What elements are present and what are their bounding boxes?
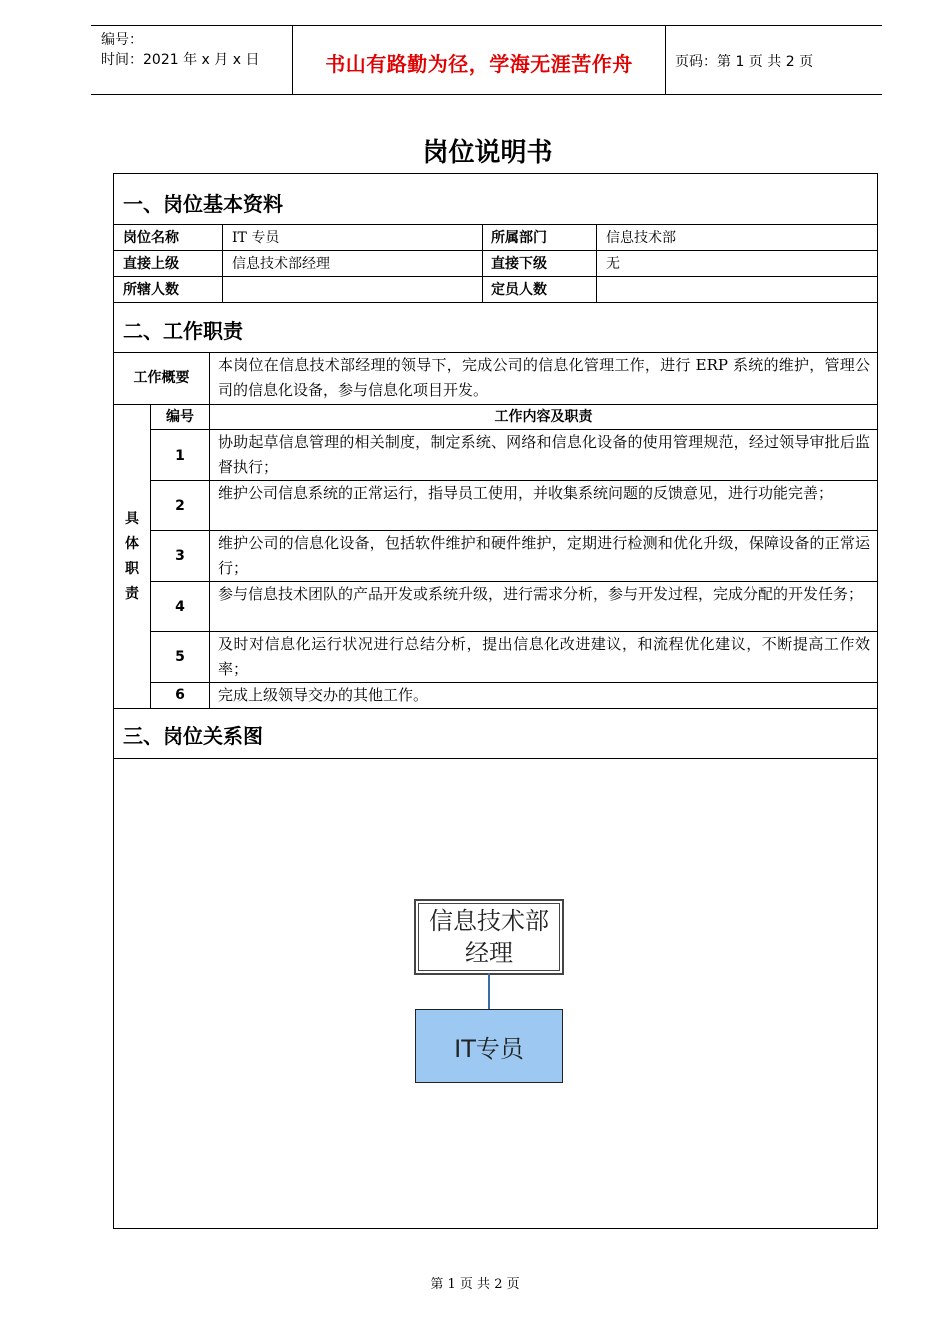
divider (596, 224, 597, 302)
duty-text: 协助起草信息管理的相关制度，制定系统、网络和信息化设备的使用管理规范，经过领导审批后监督执行； (218, 433, 870, 476)
value-position-name: IT 专员 (232, 230, 280, 246)
org-node-manager (414, 899, 564, 975)
label-department: 所属部门 (491, 230, 547, 246)
side-label-char: 具 (125, 511, 139, 527)
divider (209, 352, 210, 404)
divider (114, 224, 877, 225)
side-label-char: 责 (125, 586, 139, 602)
label-direct-subordinate: 直接下级 (491, 256, 547, 272)
duty-number: 5 (175, 649, 185, 665)
time-label: 时间：2021 年 x 月 x 日 (101, 52, 260, 68)
column-header-content: 工作内容及职责 (494, 409, 593, 425)
duty-number: 4 (175, 599, 185, 615)
header-divider (665, 26, 666, 94)
divider (222, 224, 223, 302)
side-label-duties (125, 507, 141, 607)
duty-text: 维护公司信息系统的正常运行，指导员工使用，并收集系统问题的反馈意见，进行功能完善； (218, 484, 834, 502)
job-description-form (113, 173, 878, 1229)
header-motto: 书山有路勤为径，学海无涯苦作舟 (325, 52, 633, 76)
page-footer: 第 1 页 共 2 页 (430, 1277, 520, 1292)
divider (114, 250, 877, 251)
header-page-info: 页码：第 1 页 共 2 页 (675, 54, 814, 70)
value-direct-subordinate: 无 (606, 256, 620, 272)
duty-number: 3 (175, 548, 185, 564)
org-connector-line (488, 973, 490, 1009)
side-label-char: 体 (125, 536, 139, 552)
divider (209, 404, 210, 708)
number-label: 编号： (101, 32, 143, 48)
value-direct-superior: 信息技术部经理 (232, 256, 330, 272)
label-staffing-quota: 定员人数 (491, 282, 547, 298)
org-node-manager-line: 信息技术部 (429, 907, 549, 935)
side-label-char: 职 (125, 561, 139, 577)
section2-heading: 二、工作职责 (123, 319, 243, 343)
work-summary: 本岗位在信息技术部经理的领导下，完成公司的信息化管理工作，进行 ERP 系统的维护，管理公司的信息化设备，参与信息化项目开发。 (218, 356, 870, 399)
document-title: 岗位说明书 (422, 138, 553, 168)
divider (114, 708, 877, 709)
org-node-it-specialist: IT专员 (415, 1009, 563, 1083)
duty-number: 2 (175, 498, 185, 514)
org-node-manager-line: 经理 (465, 939, 513, 967)
label-headcount-managed: 所辖人数 (123, 282, 179, 298)
label-summary: 工作概要 (133, 370, 190, 386)
duty-text: 完成上级领导交办的其他工作。 (218, 686, 429, 704)
page-header (91, 25, 882, 95)
duty-text: 维护公司的信息化设备，包括软件维护和硬件维护，定期进行检测和优化升级，保障设备的正常运行； (218, 534, 870, 577)
value-department: 信息技术部 (606, 230, 676, 246)
label-direct-superior: 直接上级 (123, 256, 179, 272)
column-header-number: 编号 (166, 409, 194, 425)
divider (114, 276, 877, 277)
divider (114, 302, 877, 303)
duty-number: 6 (175, 687, 185, 703)
duty-text: 及时对信息化运行状况进行总结分析，提出信息化改进建议，和流程优化建议，不断提高工作效率； (218, 635, 870, 678)
divider (114, 758, 877, 759)
divider (482, 224, 483, 302)
section3-heading: 三、岗位关系图 (123, 724, 263, 748)
duty-text: 参与信息技术团队的产品开发或系统升级，进行需求分析，参与开发过程，完成分配的开发任务； (218, 585, 864, 603)
label-position-name: 岗位名称 (123, 230, 179, 246)
header-meta (101, 30, 259, 70)
section1-heading: 一、岗位基本资料 (123, 192, 283, 216)
duty-number: 1 (175, 448, 185, 464)
